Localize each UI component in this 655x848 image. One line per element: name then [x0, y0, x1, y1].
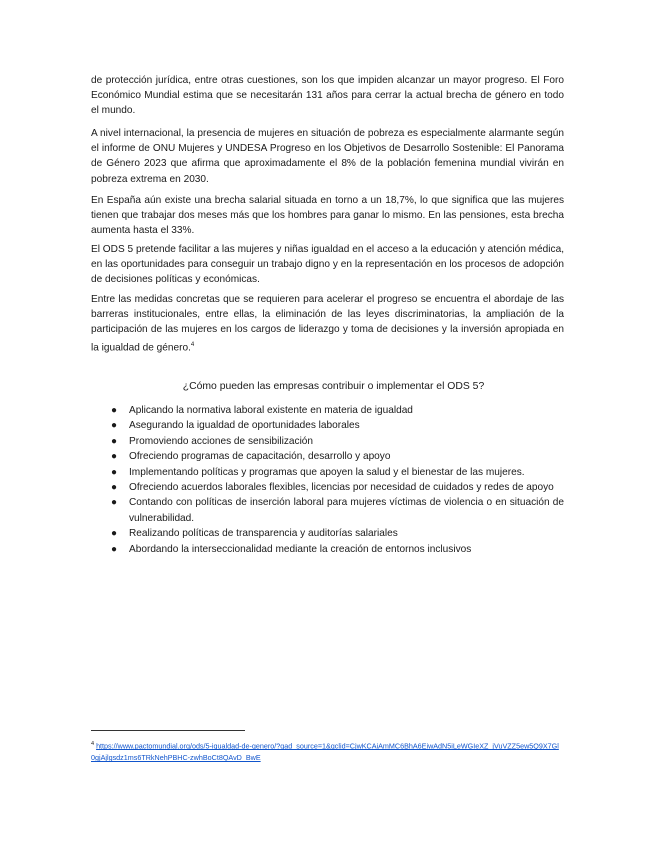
paragraph-measures-text: Entre las medidas concretas que se requieren para acelerar el progreso se encuentra el abordaje de las barreras institucionales, entre ellas, la eliminación de las leyes discriminatorias, la ampliación de la participación de las mujeres en los cargos de liderazgo y toma de decisiones y la inversión apropiada en la igualdad de género. [91, 294, 564, 353]
list-item-text: Asegurando la igualdad de oportunidades laborales [129, 420, 360, 432]
measures-list [91, 403, 564, 557]
list-item [91, 434, 564, 449]
list-item-text: Implementando políticas y programas que apoyen la salud y el bienestar de las mujeres. [129, 466, 525, 478]
list-item-text: Realizando políticas de transparencia y auditorías salariales [129, 528, 398, 540]
list-item-text: Ofreciendo acuerdos laborales flexibles, licencias por necesidad de cuidados y redes de apoyo [129, 482, 554, 494]
paragraph-ods5: El ODS 5 pretende facilitar a las mujeres y niñas igualdad en el acceso a la educación y atención médica, en las oportunidades para conseguir un trabajo digno y en la representación en los procesos de adopción de decisiones políticas y económicas. [91, 244, 564, 286]
bullet-icon: ● [111, 420, 118, 432]
paragraph-measures [91, 292, 564, 355]
bullet-icon: ● [111, 543, 118, 555]
list-item [91, 449, 564, 464]
list-item [91, 526, 564, 541]
footnote-link[interactable]: https://www.pactomundial.org/ods/5-igualdad-de-genero/?gad_source=1&gclid=CjwKCAiAmMC6BhA6EiwAdN5iLeWGIeXZ_jVuVZZ5ew5Q9X7Gl0gjAjlgsdz1ms6TRkNehPBHC-zwhBoCt8QAvD_BwE [91, 741, 559, 763]
list-item-text: Promoviendo acciones de sensibilización [129, 435, 314, 447]
bullet-icon: ● [111, 497, 118, 509]
footnote-reference[interactable]: 4 [190, 341, 195, 348]
list-item-text: Aplicando la normativa laboral existente en materia de igualdad [129, 405, 413, 416]
list-item-text: Ofreciendo programas de capacitación, desarrollo y apoyo [129, 451, 391, 463]
bullet-icon: ● [111, 435, 118, 447]
bullet-icon: ● [111, 405, 118, 416]
footnote-divider [91, 730, 245, 731]
bullet-icon: ● [111, 466, 118, 478]
list-item-text: Contando con políticas de inserción laboral para mujeres víctimas de violencia o en situación de vulnerabilidad. [129, 497, 564, 524]
list-item [91, 465, 564, 480]
bullet-icon: ● [111, 451, 118, 463]
list-item [91, 403, 564, 418]
footnote [91, 738, 561, 764]
paragraph-wage-gap: En España aún existe una brecha salarial situada en torno a un 18,7%, lo que significa que las mujeres tienen que trabajar dos meses más que los hombres para ganar lo mismo. En las pensiones, esta brecha aumenta hasta el 33%. [91, 195, 564, 237]
list-item [91, 418, 564, 433]
list-item-text: Abordando la interseccionalidad mediante la creación de entornos inclusivos [129, 543, 472, 555]
bullet-icon: ● [111, 528, 118, 540]
question-heading: ¿Cómo pueden las empresas contribuir o implementar el ODS 5? [182, 381, 485, 392]
paragraph-poverty: A nivel internacional, la presencia de mujeres en situación de pobreza es especialmente alarmante según el informe de ONU Mujeres y UNDESA Progreso en los Objetivos de Desarrollo Sostenible: El Panorama de Género 2023 que afirma que aproximadamente el 8% de la población femenina mundial vivirán en pobreza extrema en 2030. [91, 128, 564, 185]
list-item [91, 495, 564, 526]
paragraph-gender-gap: de protección jurídica, entre otras cuestiones, son los que impiden alcanzar un mayor progreso. El Foro Económico Mundial estima que se necesitarán 131 años para cerrar la actual brecha de género en todo el mundo. [91, 75, 564, 117]
bullet-icon: ● [111, 482, 118, 494]
footnote-number: 4 [91, 741, 95, 747]
list-item [91, 480, 564, 495]
list-item [91, 542, 564, 557]
